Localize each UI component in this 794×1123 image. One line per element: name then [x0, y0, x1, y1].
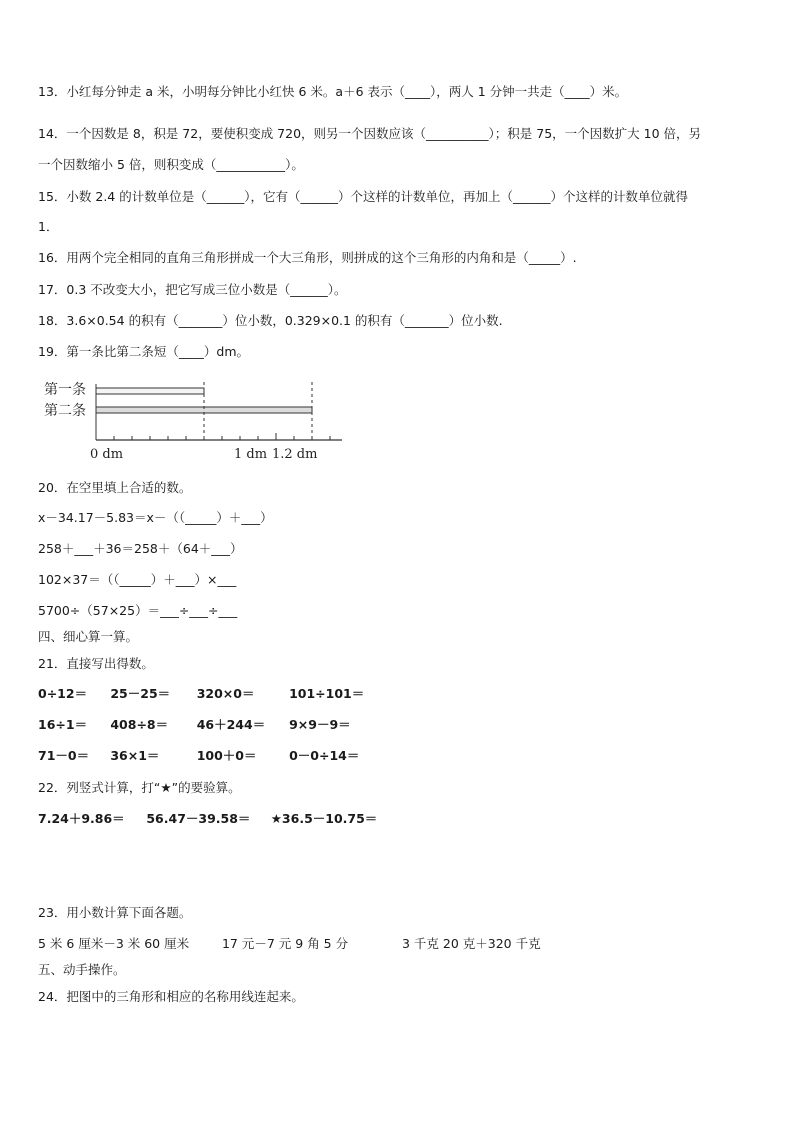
question-23: 23．用小数计算下面各题。	[38, 905, 192, 920]
vertical-calc-item: 7.24＋9.86＝	[38, 811, 125, 826]
section-5-heading: 五、动手操作。	[38, 962, 126, 977]
question-20: 20．在空里填上合适的数。	[38, 480, 192, 495]
calc-item: 36×1＝	[110, 748, 160, 763]
calc-item: 100＋0＝	[196, 748, 257, 763]
calc-item: 408÷8＝	[110, 717, 169, 732]
question-21-row-1	[38, 686, 364, 702]
question-15-line2: 1．	[38, 219, 59, 234]
question-14-line1: 14．一个因数是 8，积是 72，要使积变成 720，则另一个因数应该（__________）；积是 75，一个因数扩大 10 倍，另	[38, 126, 702, 141]
vertical-calc-item: 56.47－39.58＝	[146, 811, 251, 826]
first-bar	[96, 388, 204, 394]
question-18: 18．3.6×0.54 的积有（_______）位小数，0.329×0.1 的积有（_______）位小数.	[38, 313, 503, 328]
ruler-ticks	[96, 433, 330, 440]
question-20-row-1: x－34.17－5.83＝x－（（_____）＋___）	[38, 510, 273, 525]
calc-item: 0÷12＝	[38, 686, 88, 701]
question-20-row-2: 258＋___＋36＝258＋（64＋___）	[38, 541, 243, 556]
question-17: 17．0.3 不改变大小，把它写成三位小数是（______）。	[38, 282, 347, 297]
question-21-row-2	[38, 717, 351, 733]
calc-item: 46＋244＝	[196, 717, 266, 732]
question-19: 19．第一条比第二条短（____）dm。	[38, 344, 250, 359]
unit-calc-item: 3 千克 20 克＋320 千克	[401, 936, 541, 951]
calc-item: 320×0＝	[196, 686, 255, 701]
tick-label-1-2dm: 1.2 dm	[272, 447, 318, 462]
second-bar-label: 第二条	[44, 403, 86, 419]
calc-item: 9×9－9＝	[289, 717, 351, 732]
question-20-row-3: 102×37＝（（_____）＋___）×___	[38, 572, 237, 587]
calc-item: 25－25＝	[110, 686, 171, 701]
calc-item: 0－0÷14＝	[289, 748, 360, 763]
question-22: 22．列竖式计算，打“★”的要验算。	[38, 780, 241, 795]
vertical-calc-item: ★36.5－10.75＝	[270, 811, 378, 826]
unit-calc-item: 17 元－7 元 9 角 5 分	[221, 936, 349, 951]
question-15-line1: 15．小数 2.4 的计数单位是（______），它有（______）个这样的计数单位，再加上（______）个这样的计数单位就得	[38, 189, 688, 204]
tick-label-0dm: 0 dm	[90, 447, 124, 462]
question-20-row-4: 5700÷（57×25）＝___÷___÷___	[38, 603, 238, 618]
question-22-items	[38, 811, 377, 827]
section-4-heading: 四、细心算一算。	[38, 629, 139, 644]
question-23-items	[38, 936, 541, 952]
question-24: 24．把图中的三角形和相应的名称用线连起来。	[38, 989, 304, 1004]
tick-label-1dm: 1 dm	[234, 447, 268, 462]
unit-calc-item: 5 米 6 厘米－3 米 60 厘米	[38, 936, 190, 951]
calc-item: 71－0＝	[38, 748, 90, 763]
question-13: 13．小红每分钟走 a 米，小明每分钟比小红快 6 米。a＋6 表示（____），两人 1 分钟一共走（____）米。	[38, 84, 628, 99]
ruler-diagram	[40, 378, 350, 463]
question-21: 21．直接写出得数。	[38, 656, 154, 671]
question-14-line2: 一个因数缩小 5 倍，则积变成（___________）。	[38, 157, 304, 172]
first-bar-label: 第一条	[44, 382, 86, 398]
calc-item: 16÷1＝	[38, 717, 88, 732]
question-16: 16．用两个完全相同的直角三角形拼成一个大三角形，则拼成的这个三角形的内角和是（_____）.	[38, 250, 577, 265]
question-21-row-3	[38, 748, 359, 764]
calc-item: 101÷101＝	[289, 686, 365, 701]
